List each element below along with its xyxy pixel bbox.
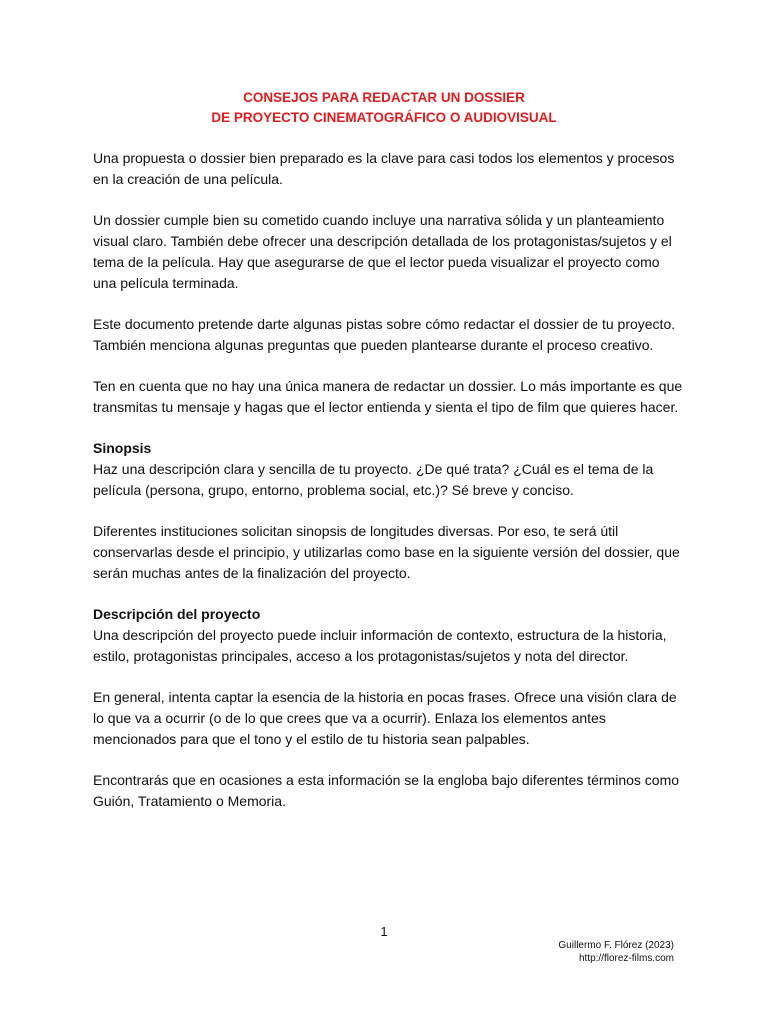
document-title-line-2: DE PROYECTO CINEMATOGRÁFICO O AUDIOVISUAL: [211, 110, 557, 125]
page-number: 1: [380, 924, 388, 939]
document-title-line-1: CONSEJOS PARA REDACTAR UN DOSSIER: [243, 90, 525, 105]
section-heading-descripcion: Descripción del proyecto: [93, 606, 261, 622]
footer: [558, 939, 674, 965]
descripcion-paragraph-2: En general, intenta captar la esencia de la historia en pocas frases. Ofrece una visión clara de lo que va a ocurrir (o de lo que crees que va a ocurrir). Enlaza los elementos antes mencionados para que el tono y el estilo de tu historia sean palpables.: [93, 689, 677, 747]
descripcion-paragraph-1: Una descripción del proyecto puede incluir información de contexto, estructura de la historia, estilo, protagonistas principales, acceso a los protagonistas/sujetos y nota del director.: [93, 627, 667, 664]
intro-paragraph-3: Este documento pretende darte algunas pistas sobre cómo redactar el dossier de tu proyecto. También menciona algunas preguntas que pueden plantearse durante el proceso creativo.: [93, 316, 676, 353]
intro-paragraph-2: Un dossier cumple bien su cometido cuando incluye una narrativa sólida y un planteamiento visual claro. También debe ofrecer una descripción detallada de los protagonistas/sujetos y el tema de la película. Hay que asegurarse de que el lector pueda visualizar el proyecto como una película terminada.: [93, 212, 672, 291]
footer-url[interactable]: http://florez-films.com: [578, 953, 674, 964]
intro-paragraph-1: Una propuesta o dossier bien preparado es la clave para casi todos los elementos y procesos en la creación de una película.: [93, 150, 675, 187]
sinopsis-paragraph-1: Haz una descripción clara y sencilla de tu proyecto. ¿De qué trata? ¿Cuál es el tema de la película (persona, grupo, entorno, problema social, etc.)? Sé breve y conciso.: [93, 461, 654, 498]
section-heading-sinopsis: Sinopsis: [93, 440, 152, 456]
intro-paragraph-4: Ten en cuenta que no hay una única manera de redactar un dossier. Lo más importante es que transmitas tu mensaje y hagas que el lector entienda y sienta el tipo de film que quieres hacer.: [93, 378, 683, 415]
footer-author: Guillermo F. Flórez (2023): [558, 940, 674, 951]
sinopsis-paragraph-2: Diferentes instituciones solicitan sinopsis de longitudes diversas. Por eso, te será útil conservarlas desde el principio, y utilizarlas como base en la siguiente versión del dossier, que serán muchas antes de la finalización del proyecto.: [93, 523, 680, 581]
descripcion-paragraph-3: Encontrarás que en ocasiones a esta información se la engloba bajo diferentes términos como Guión, Tratamiento o Memoria.: [93, 772, 680, 809]
document-body: [93, 148, 683, 832]
